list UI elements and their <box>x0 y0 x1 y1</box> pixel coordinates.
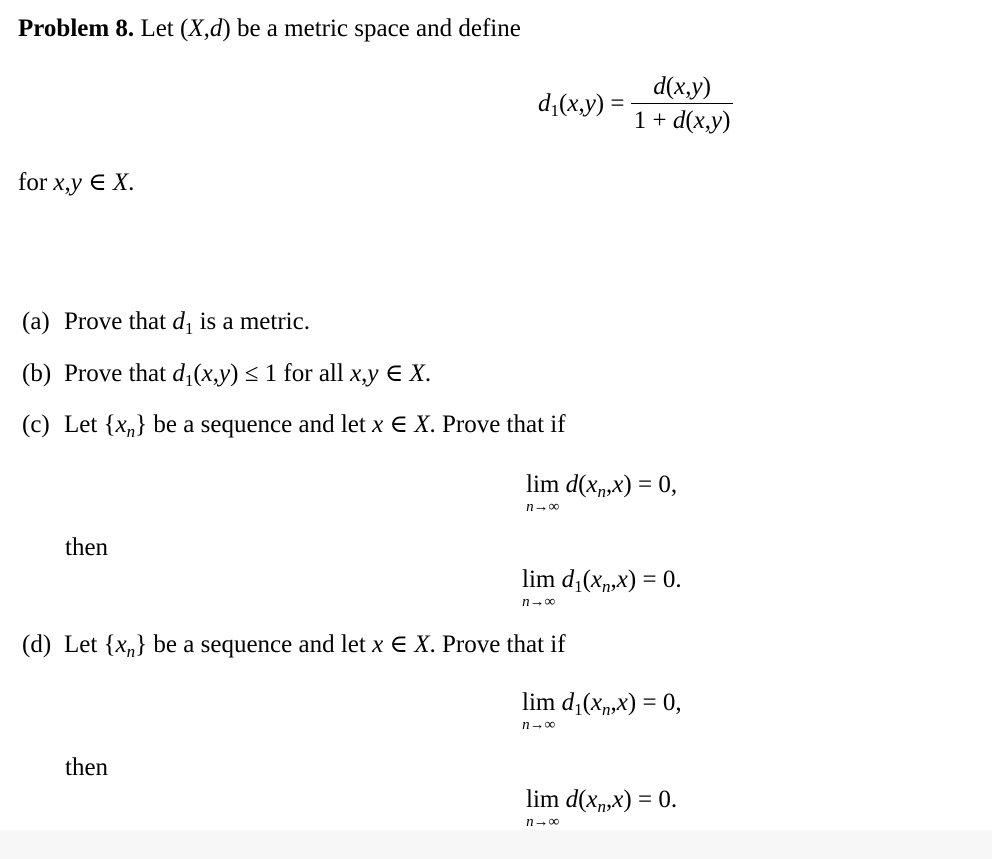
intro-rest: be a metric space and define <box>236 15 521 42</box>
part-d-label: (d) <box>22 631 52 658</box>
part-d-conclusion: lim n→∞ $d(x_n,x) = 0$. <box>526 786 678 830</box>
part-c-label: (c) <box>22 411 50 438</box>
part-a-label: (a) <box>22 308 50 335</box>
part-a: (a) Prove that $d_1$ is a metric. <box>22 308 310 338</box>
definition-equation: $d_1(x,y)$ = $\frac{d(x,y)}{1 + d(x,y)}$ <box>538 74 733 133</box>
for-clause: for x,y ∈ X. <box>18 169 135 196</box>
part-b-label: (b) <box>22 360 52 387</box>
part-c-hypothesis: lim n→∞ $d(x_n,x) = 0$, <box>526 471 678 515</box>
problem-label: Problem 8. <box>18 15 135 42</box>
definition-fraction: $\frac{d(x,y)}{1 + d(x,y)}$ <box>631 74 734 133</box>
part-c: (c) Let $\{x_n\}$ be a sequence and let x ∈ X. Prove that if <box>22 411 566 441</box>
part-c-then: then <box>65 534 109 561</box>
part-d: (d) Let $\{x_n\}$ be a sequence and let x ∈ X. Prove that if <box>22 631 566 661</box>
bottom-band <box>0 830 992 859</box>
problem-statement: Problem 8. Let (X,d) be a metric space and define <box>18 15 521 42</box>
part-d-hypothesis: lim n→∞ $d_1(x_n,x) = 0$, <box>522 689 682 733</box>
part-c-conclusion: lim n→∞ $d_1(x_n,x) = 0$. <box>522 566 682 610</box>
part-d-then: then <box>65 754 109 781</box>
intro-text: Let <box>140 15 174 42</box>
part-b: (b) Prove that $d_1(x,y) \le 1$ for all x,y ∈ X. <box>22 360 432 390</box>
